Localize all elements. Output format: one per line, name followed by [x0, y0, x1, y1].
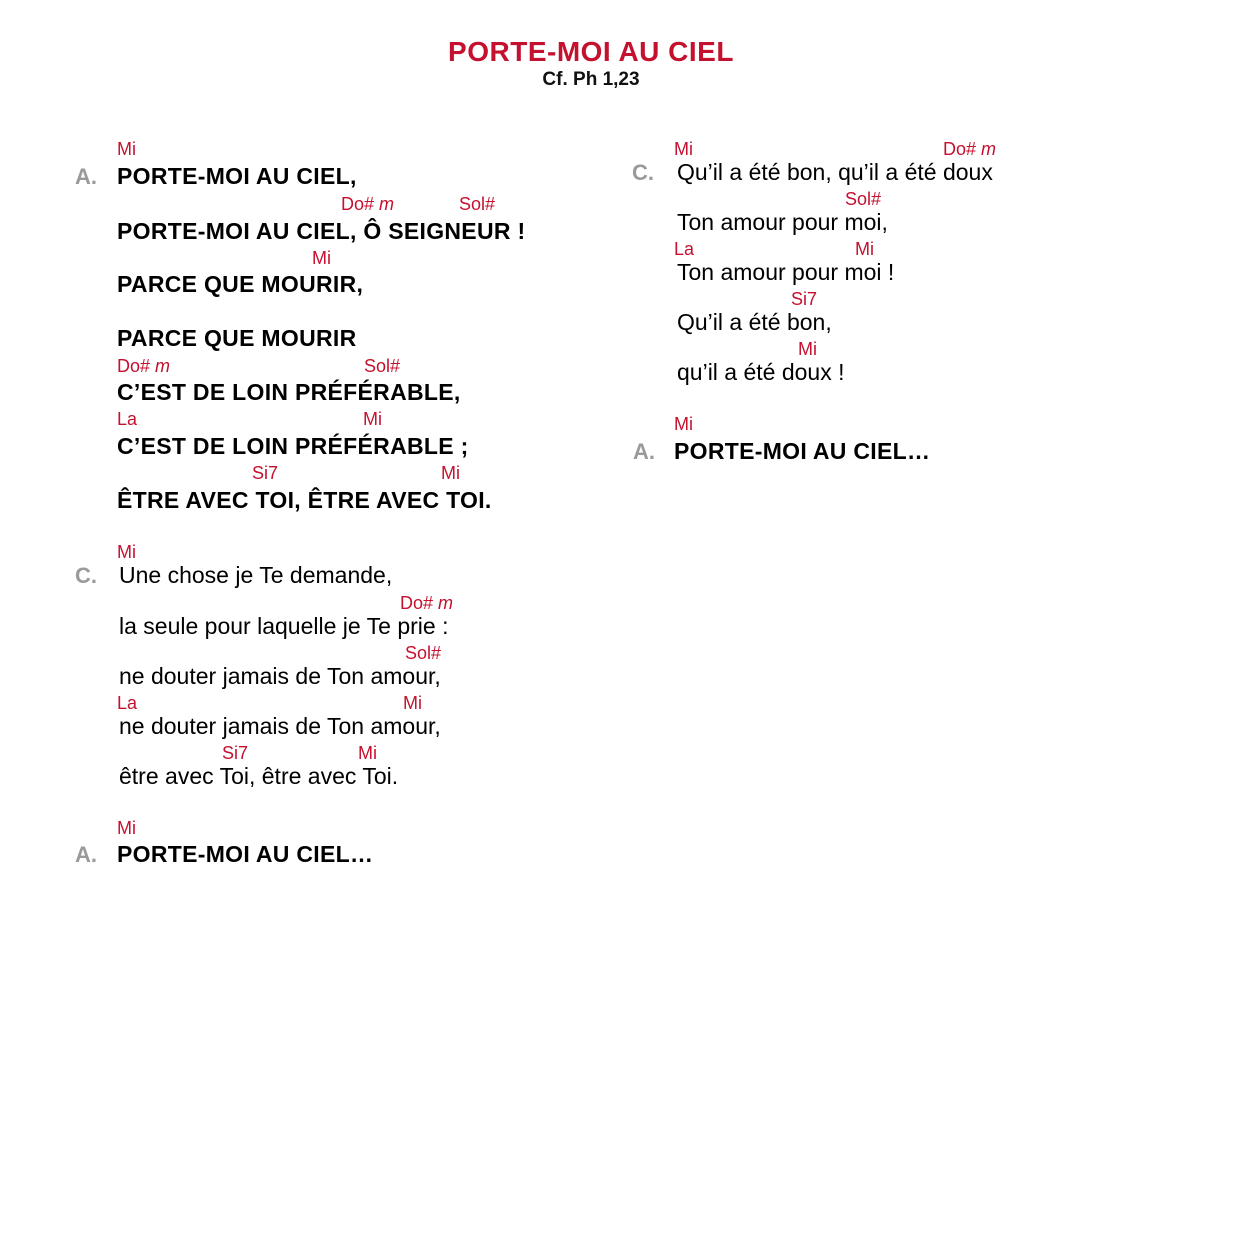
refrain-line: C’EST DE LOIN PRÉFÉRABLE,: [117, 379, 461, 405]
chord-mi: Mi: [403, 693, 422, 713]
chord-mi: Mi: [117, 542, 136, 562]
chord-do-sharp-minor: Do# m: [341, 194, 395, 214]
refrain-line: ÊTRE AVEC TOI, ÊTRE AVEC TOI.: [117, 487, 492, 513]
couplet-line: ne douter jamais de Ton amour,: [119, 713, 441, 739]
chord-mi: Mi: [117, 818, 136, 838]
chord-la: La: [117, 409, 138, 429]
couplet-line: Une chose je Te demande,: [119, 562, 393, 588]
chord-mi: Mi: [798, 339, 817, 359]
chord-do-sharp-minor: Do# m: [943, 139, 997, 159]
page-subtitle: Cf. Ph 1,23: [542, 69, 640, 90]
refrain-label: A.: [633, 439, 655, 464]
couplet-label: C.: [75, 563, 97, 588]
chord-si7: Si7: [222, 743, 249, 763]
refrain-repeat-line: PORTE-MOI AU CIEL…: [117, 841, 374, 867]
chord-la: La: [674, 239, 695, 259]
couplet-line: Ton amour pour moi,: [677, 209, 888, 235]
couplet-line: ne douter jamais de Ton amour,: [119, 663, 441, 689]
chord-sol-sharp: Sol#: [405, 643, 442, 663]
couplet-line: Qu’il a été bon,: [677, 309, 832, 335]
chord-do-sharp-minor: Do# m: [117, 356, 171, 376]
couplet-line: qu’il a été doux !: [677, 359, 845, 385]
chord-si7: Si7: [252, 463, 279, 483]
couplet-line: Ton amour pour moi !: [677, 259, 895, 285]
chord-do-sharp-minor: Do# m: [400, 593, 454, 613]
chord-mi: Mi: [674, 139, 693, 159]
refrain-line: PARCE QUE MOURIR,: [117, 271, 364, 297]
refrain-line: PARCE QUE MOURIR: [117, 325, 357, 351]
chord-sol-sharp: Sol#: [459, 194, 496, 214]
couplet-line: être avec Toi, être avec Toi.: [119, 763, 399, 789]
chord-mi: Mi: [312, 248, 331, 268]
chord-sol-sharp: Sol#: [364, 356, 401, 376]
chord-mi: Mi: [674, 414, 693, 434]
refrain-label: A.: [75, 842, 97, 867]
refrain-label: A.: [75, 164, 97, 189]
chord-la: La: [117, 693, 138, 713]
chord-si7: Si7: [791, 289, 818, 309]
couplet-line: Qu’il a été bon, qu’il a été doux: [677, 159, 993, 185]
refrain-line: PORTE-MOI AU CIEL,: [117, 163, 357, 189]
couplet-label: C.: [632, 160, 654, 185]
chord-mi: Mi: [363, 409, 382, 429]
refrain-line: PORTE-MOI AU CIEL, Ô SEIGNEUR !: [117, 218, 526, 244]
page-title: PORTE-MOI AU CIEL: [448, 36, 734, 67]
couplet-line: la seule pour laquelle je Te prie :: [119, 613, 449, 639]
chord-mi: Mi: [855, 239, 874, 259]
chord-mi: Mi: [358, 743, 377, 763]
refrain-repeat-line: PORTE-MOI AU CIEL…: [674, 438, 931, 464]
chord-mi: Mi: [441, 463, 460, 483]
refrain-line: C’EST DE LOIN PRÉFÉRABLE ;: [117, 433, 469, 459]
chord-mi: Mi: [117, 139, 136, 159]
chord-sol-sharp: Sol#: [845, 189, 882, 209]
